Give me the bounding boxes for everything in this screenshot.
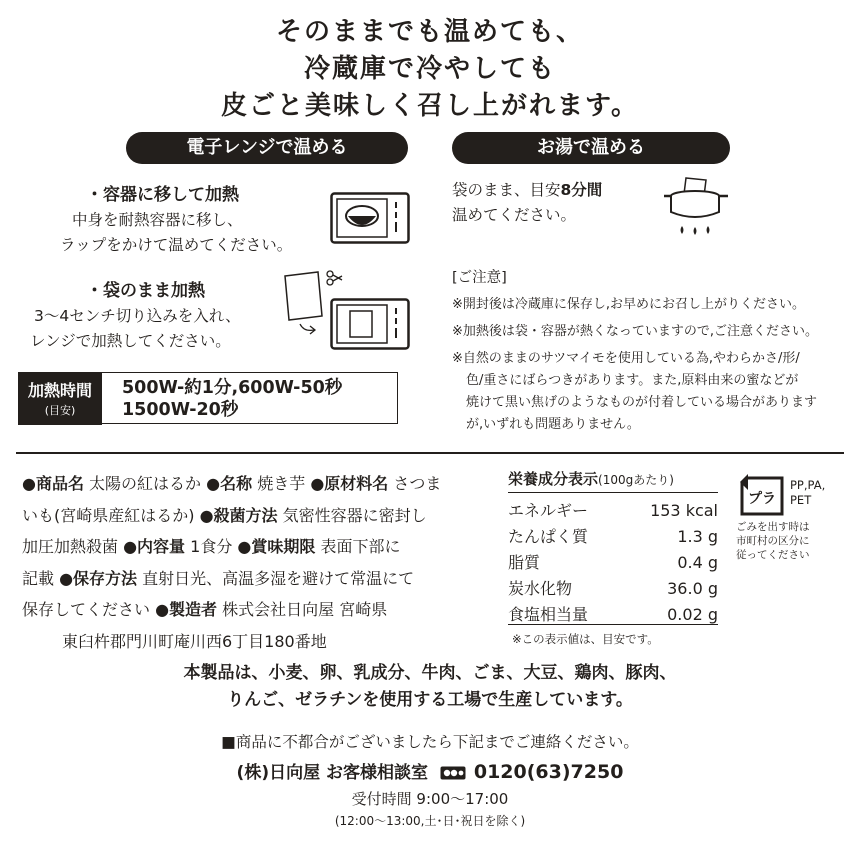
nutrition-label: エネルギー: [508, 501, 589, 520]
recycle-pla-icon: [738, 474, 786, 518]
notes-list: [452, 294, 818, 436]
hotwater-text: [452, 178, 602, 228]
product-field-value: 株式会社日向屋 宮崎県: [217, 600, 388, 619]
product-field-value: 保存してください: [22, 600, 156, 619]
product-field-value: 1食分: [185, 537, 238, 556]
nutrition-value: 36.0 g: [667, 579, 718, 598]
microwave-method1-text: [60, 208, 292, 258]
freedial-icon: [440, 766, 466, 780]
nutrition-value: 153 kcal: [650, 501, 718, 520]
product-line: [22, 531, 492, 563]
product-field-label: ●商品名: [22, 474, 84, 493]
recycle-note-line: 従ってください: [736, 549, 810, 561]
contact-intro: ■商品に不都合がございましたら下記までご連絡ください。: [221, 733, 639, 751]
note-item: 焼けて黒い焦げのようなものが付着している場合があります: [466, 395, 818, 410]
product-field-value: 東臼杵郡門川町庵川西6丁目180番地: [62, 631, 327, 651]
text-line: 中身を耐熱容器に移し、: [72, 211, 243, 229]
contact-line: [0, 758, 860, 783]
note-item: 色/重さにばらつきがあります。また,原料由来の蜜などが: [466, 373, 799, 388]
heat-time-line: 500W-約1分,600W-50秒: [122, 378, 343, 398]
headline: [0, 14, 860, 125]
product-field-label: ●製造者: [155, 600, 218, 619]
contact-phone[interactable]: 0120(63)7250: [473, 761, 624, 783]
product-field-label: ●内容量: [123, 537, 186, 556]
nutrition-row: [508, 550, 718, 576]
material-line: PP,PA,: [790, 478, 826, 492]
recycle-note: [736, 520, 810, 562]
text-line: ラップをかけて温めてください。: [60, 236, 293, 254]
hotwater-title: お湯で温める: [452, 132, 730, 164]
product-field-value: 加圧加熱殺菌: [22, 537, 124, 556]
product-field-value: 太陽の紅はるか: [83, 474, 207, 493]
notes-title: [ご注意]: [452, 270, 507, 286]
product-field-value: いも(宮崎県産紅はるか): [22, 505, 200, 525]
recycle-mark-text: プラ: [748, 491, 776, 507]
microwave-bowl-icon: [330, 192, 410, 244]
nutrition-footnote: ※この表示値は、目安です。: [512, 632, 659, 646]
product-field-value: 直射日光、高温多湿を避けて常温にて: [137, 568, 415, 588]
product-field-value: 焼き芋: [252, 474, 311, 493]
contact-hours: 受付時間 9:00～17:00: [351, 790, 509, 808]
nutrition-title: 栄養成分表示: [508, 470, 599, 488]
microwave-method2-title: ・袋のまま加熱: [86, 281, 205, 301]
heat-time-values: [122, 377, 342, 421]
note-item: ※自然のままのサツマイモを使用している為,やわらかさ/形/: [452, 351, 800, 366]
nutrition-value: 1.3 g: [677, 527, 718, 546]
microwave-method2-text: [30, 304, 241, 354]
product-field-value: 記載: [22, 568, 60, 588]
note-item: ※加熱後は袋・容器が熱くなっていますので,ご注意ください。: [452, 324, 819, 339]
nutrition-label: 脂質: [508, 553, 541, 572]
allergen-line: りんご、ゼラチンを使用する工場で生産しています。: [227, 690, 633, 710]
product-field-label: ●原材料名: [310, 474, 389, 493]
text-line: 3～4センチ切り込みを入れ、: [34, 307, 241, 325]
pot-icon: [662, 176, 732, 238]
recycle-note-line: 市町村の区分に: [736, 535, 810, 547]
nutrition-value: 0.02 g: [667, 605, 718, 624]
nutrition-label: 炭水化物: [508, 579, 573, 598]
headline-line: そのままでも温めても、: [275, 17, 584, 47]
contact-company: (株)日向屋 お客様相談室: [236, 763, 429, 783]
heat-time-label: [18, 372, 102, 425]
nutrition-table: [508, 498, 718, 628]
microwave-bag-icon: [330, 298, 410, 350]
nutrition-label: たんぱく質: [508, 527, 589, 546]
product-line: [22, 468, 492, 500]
hotwater-line1: 袋のまま、目安: [452, 181, 561, 199]
product-line: [22, 626, 492, 658]
heat-label-text: 加熱時間: [27, 381, 92, 400]
note-item: ※開封後は冷蔵庫に保存し,お早めにお召し上がりください。: [452, 297, 806, 312]
nutrition-label: 食塩相当量: [508, 605, 589, 624]
microwave-title: 電子レンジで温める: [126, 132, 408, 164]
product-line: [22, 594, 492, 626]
nutrition-header: [508, 468, 718, 493]
hotwater-line2: 温めてください。: [452, 206, 577, 224]
product-field-label: ●名称: [206, 474, 253, 493]
product-info: [22, 468, 492, 657]
allergen-notice: [0, 660, 860, 714]
product-field-label: ●殺菌方法: [199, 505, 278, 525]
nutrition-title-sub: (100gあたり): [598, 473, 674, 487]
material-line: PET: [790, 493, 812, 507]
nutrition-row: [508, 576, 718, 602]
product-line: [22, 563, 492, 595]
nutrition-bottom-rule: [508, 624, 718, 625]
nutrition-row: [508, 498, 718, 524]
text-line: レンジで加熱してください。: [30, 332, 231, 350]
nutrition-value: 0.4 g: [677, 553, 718, 572]
note-item: が,いずれも問題ありません。: [466, 417, 640, 432]
recycle-materials: [790, 478, 825, 508]
headline-line: 皮ごと美味しく召し上がれます。: [221, 91, 639, 121]
heat-sublabel-text: (目安): [44, 404, 76, 417]
headline-line: 冷蔵庫で冷やしても: [303, 54, 556, 84]
product-field-value: 気密性容器に密封し: [277, 505, 427, 525]
heat-time-line: 1500W-20秒: [122, 400, 239, 420]
microwave-method1-title: ・容器に移して加熱: [86, 185, 239, 205]
allergen-line: 本製品は、小麦、卵、乳成分、牛肉、ごま、大豆、鶏肉、豚肉、: [183, 663, 677, 683]
product-field-value: さつま: [388, 474, 442, 493]
section-divider: [16, 452, 844, 454]
product-field-label: ●保存方法: [59, 568, 138, 588]
hotwater-time: 8分間: [560, 181, 603, 199]
contact-hours-note: (12:00～13:00,土･日･祝日を除く): [334, 814, 526, 828]
recycle-note-line: ごみを出す時は: [736, 521, 810, 533]
product-field-value: 表面下部に: [315, 537, 401, 556]
product-line: [22, 500, 492, 532]
nutrition-row: [508, 524, 718, 550]
product-field-label: ●賞味期限: [237, 537, 316, 556]
